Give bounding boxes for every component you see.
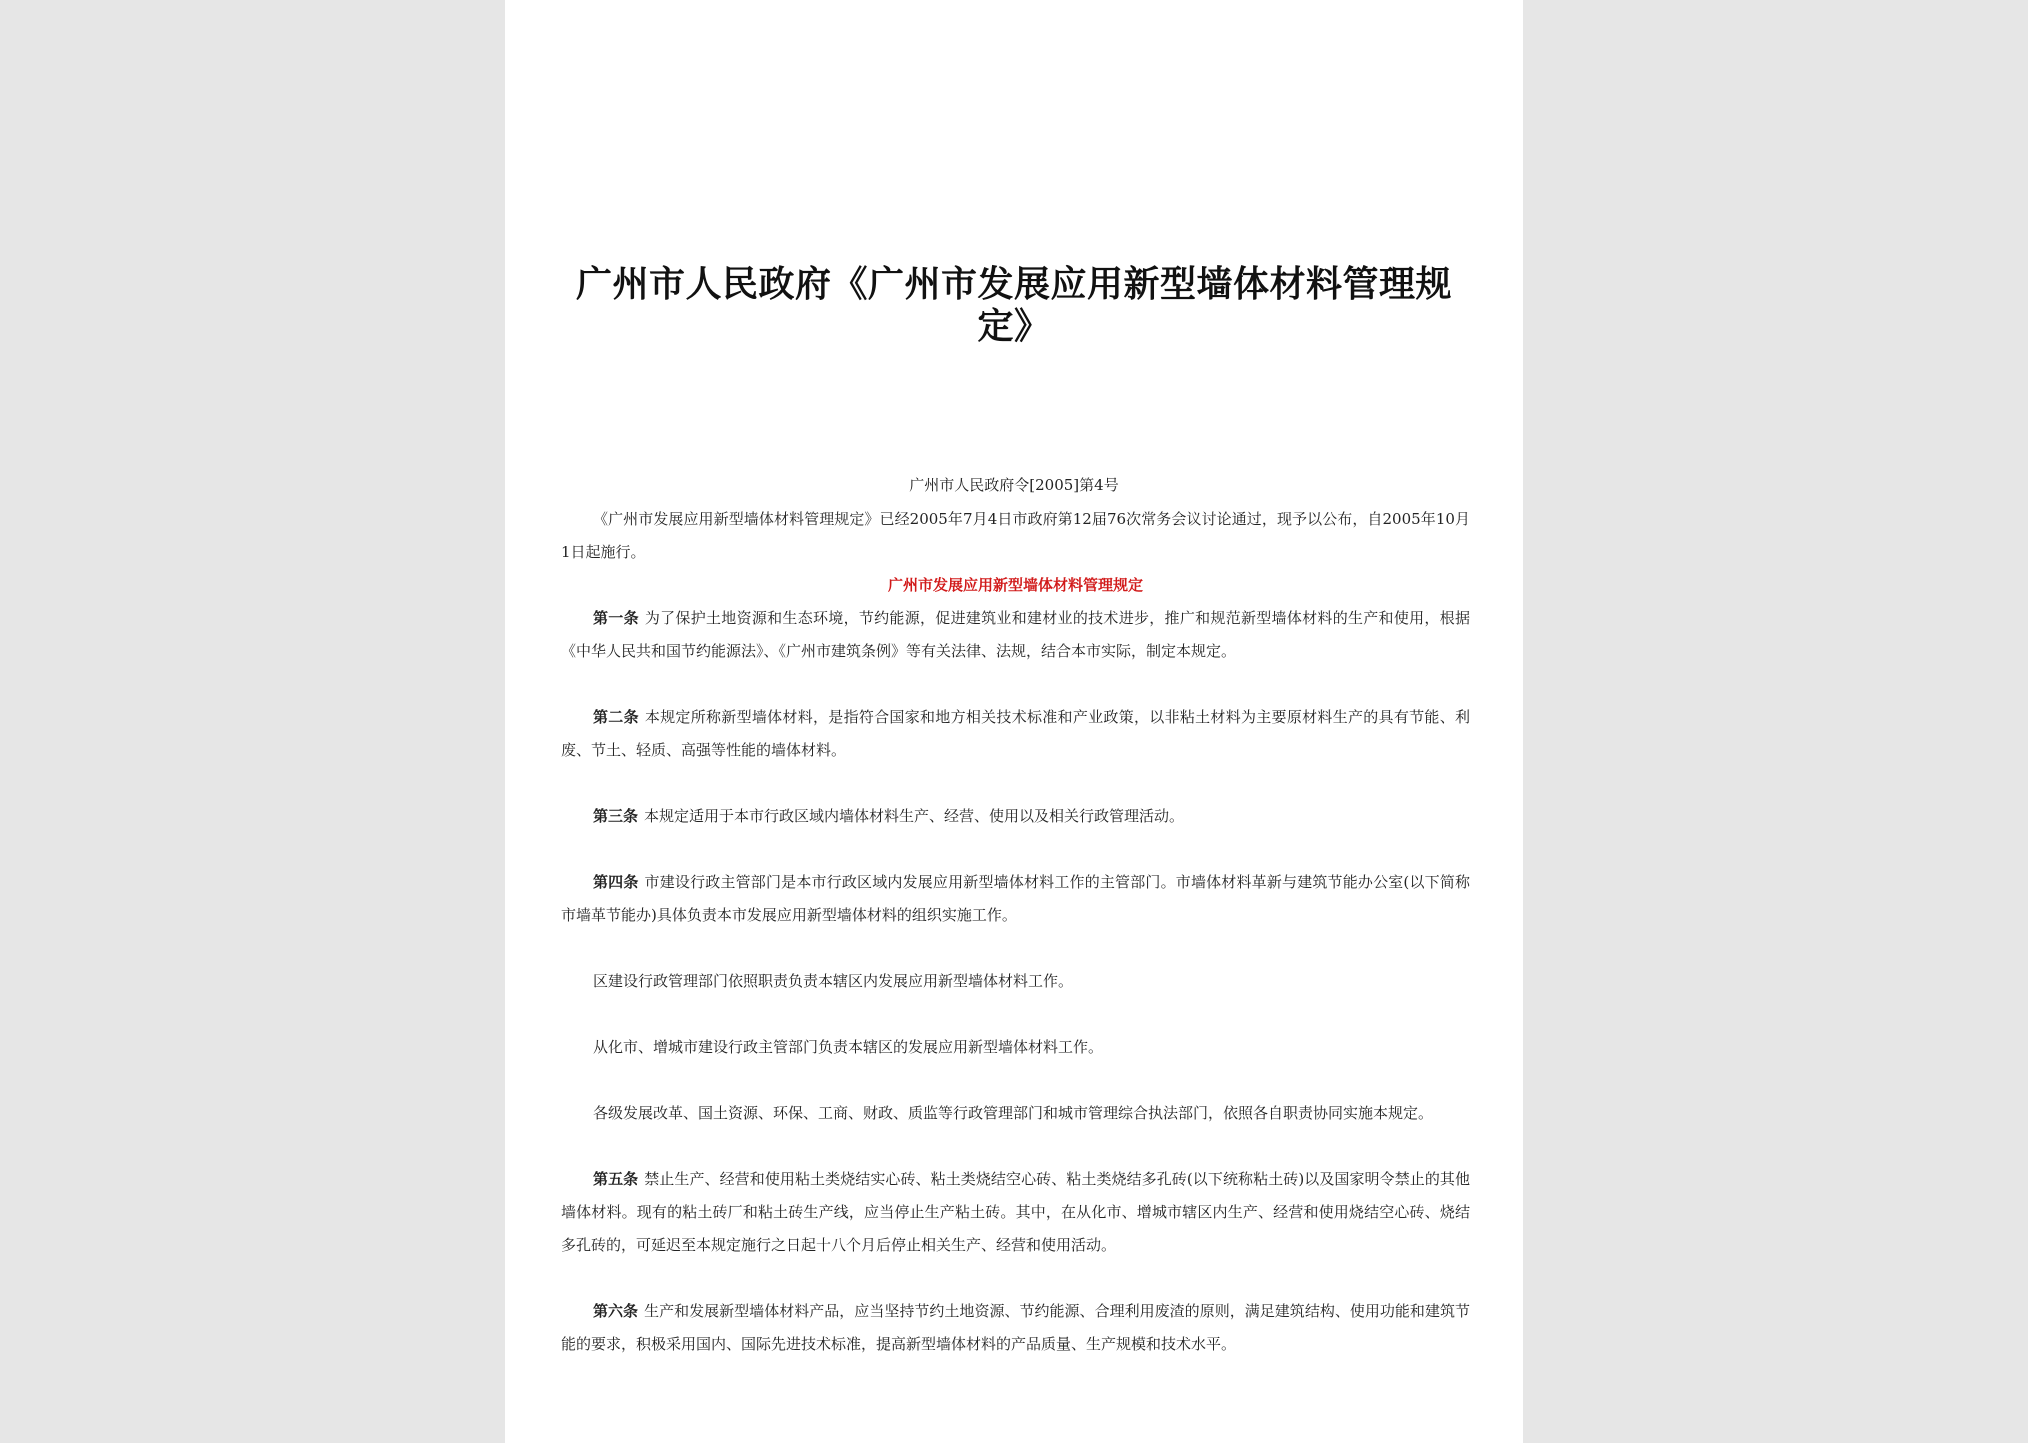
article-text: 各级发展改革、国土资源、环保、工商、财政、质监等行政管理部门和城市管理综合执法部门，依照各自职责协同实施本规定。 — [593, 1104, 1434, 1122]
article-3 — [561, 800, 1470, 833]
article-text: 区建设行政管理部门依照职责负责本辖区内发展应用新型墙体材料工作。 — [593, 972, 1074, 990]
article-2 — [561, 701, 1470, 767]
document-page — [505, 0, 1523, 1443]
article-text: 生产和发展新型墙体材料产品，应当坚持节约土地资源、节约能源、合理利用废渣的原则，满足建筑结构、使用功能和建筑节能的要求，积极采用国内、国际先进技术标准，提高新型墙体材料的产品质量、生产规模和技术水平。 — [561, 1302, 1470, 1353]
article-6 — [561, 1295, 1470, 1361]
article-number: 第五条 — [593, 1170, 639, 1188]
article-text: 本规定所称新型墙体材料，是指符合国家和地方相关技术标准和产业政策，以非粘土材料为主要原材料生产的具有节能、利废、节土、轻质、高强等性能的墙体材料。 — [561, 708, 1470, 759]
article-1 — [561, 602, 1470, 668]
article-text: 为了保护土地资源和生态环境，节约能源，促进建筑业和建材业的技术进步，推广和规范新型墙体材料的生产和使用，根据《中华人民共和国节约能源法》、《广州市建筑条例》等有关法律、法规，结合本市实际，制定本规定。 — [561, 609, 1470, 660]
article-number: 第一条 — [593, 609, 639, 627]
decree-number: 广州市人民政府令[2005]第4号 — [909, 476, 1119, 494]
article-4-paragraph-3 — [561, 1031, 1470, 1064]
article-number: 第二条 — [593, 708, 639, 726]
document-body — [561, 503, 1470, 1361]
article-text: 市建设行政主管部门是本市行政区域内发展应用新型墙体材料工作的主管部门。市墙体材料革新与建筑节能办公室(以下简称市墙革节能办)具体负责本市发展应用新型墙体材料的组织实施工作。 — [561, 873, 1470, 924]
article-text: 禁止生产、经营和使用粘土类烧结实心砖、粘土类烧结空心砖、粘土类烧结多孔砖(以下统称粘土砖)以及国家明令禁止的其他墙体材料。现有的粘土砖厂和粘土砖生产线，应当停止生产粘土砖。其中，在从化市、增城市辖区内生产、经营和使用烧结空心砖、烧结多孔砖的，可延迟至本规定施行之日起十八个月后停止相关生产、经营和使用活动。 — [561, 1170, 1470, 1254]
regulation-title: 广州市发展应用新型墙体材料管理规定 — [887, 576, 1143, 594]
article-number: 第六条 — [593, 1302, 639, 1320]
article-number: 第四条 — [593, 873, 639, 891]
article-4 — [561, 866, 1470, 932]
article-text: 从化市、增城市建设行政主管部门负责本辖区的发展应用新型墙体材料工作。 — [593, 1038, 1104, 1056]
article-number: 第三条 — [593, 807, 639, 825]
article-5 — [561, 1163, 1470, 1262]
document-title: 广州市人民政府《广州市发展应用新型墙体材料管理规定》 — [575, 264, 1452, 347]
article-4-paragraph-4 — [561, 1097, 1470, 1130]
article-text: 本规定适用于本市行政区域内墙体材料生产、经营、使用以及相关行政管理活动。 — [644, 807, 1185, 825]
article-4-paragraph-2 — [561, 965, 1470, 998]
promulgation-paragraph: 《广州市发展应用新型墙体材料管理规定》已经2005年7月4日市政府第12届76次常务会议讨论通过，现予以公布，自2005年10月1日起施行。 — [561, 510, 1470, 561]
